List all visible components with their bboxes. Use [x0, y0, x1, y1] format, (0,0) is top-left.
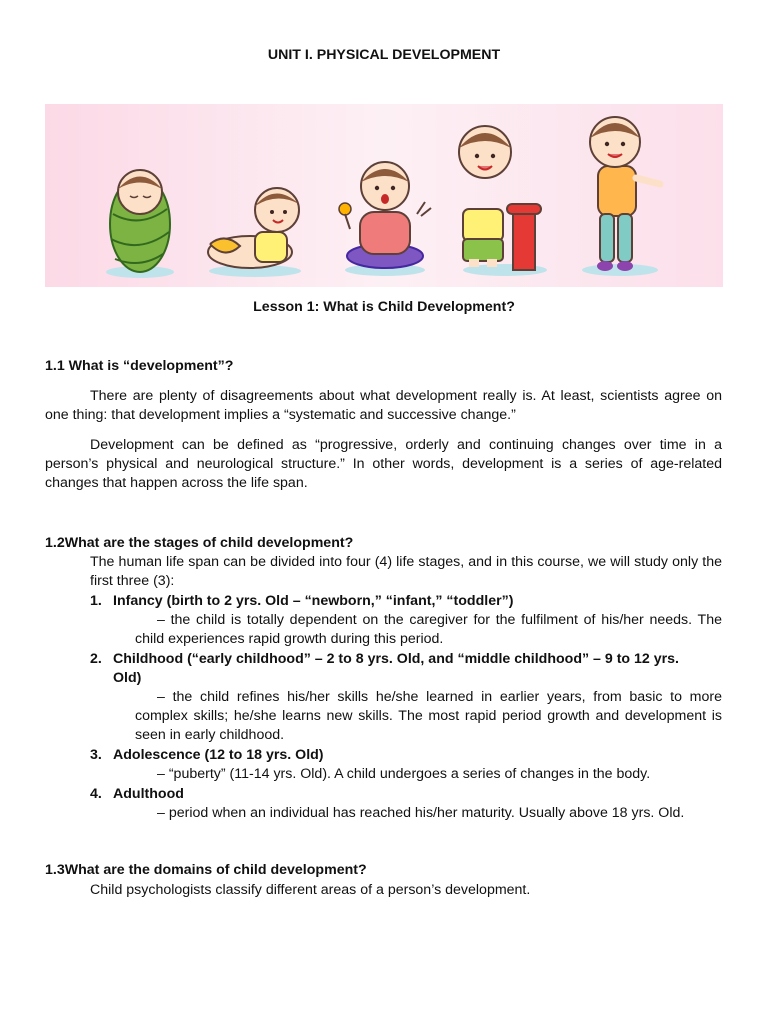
- stage-3-number: 3.: [90, 747, 102, 763]
- stage-2-number: 2.: [90, 651, 102, 667]
- stage-1-number: 1.: [90, 593, 102, 609]
- stage-1-title-text: Infancy (birth to 2 yrs. Old – “newborn,” “infant,” “toddler”): [113, 593, 514, 609]
- stage-4-title-text: Adulthood: [113, 786, 184, 802]
- section-2-heading: 1.2What are the stages of child development?: [45, 535, 354, 551]
- section-2-intro: The human life span can be divided into four (4) life stages, and in this course, we will study only the first three (3):: [90, 554, 722, 589]
- section-3-heading: 1.3What are the domains of child development?: [45, 862, 367, 878]
- stage-1-title: [90, 592, 722, 611]
- stage-4-number: 4.: [90, 786, 102, 802]
- stage-3-description: – “puberty” (11-14 yrs. Old). A child undergoes a series of changes in the body.: [157, 766, 651, 782]
- newborn-figure: [110, 170, 170, 272]
- stage-2-title-text: Childhood (“early childhood” – 2 to 8 yrs. Old, and “middle childhood” – 9 to 12 yrs.: [113, 651, 680, 667]
- stage-1-description: – the child is totally dependent on the caregiver for the fulfilment of his/her needs. The child experiences rapid growth during this period.: [135, 612, 722, 647]
- section-1-heading: 1.1 What is “development”?: [45, 358, 234, 374]
- stage-4-description: – period when an individual has reached his/her maturity. Usually above 18 yrs. Old.: [157, 805, 685, 821]
- stage-4-title: [90, 785, 722, 804]
- stage-3-title: [90, 746, 722, 765]
- stage-3-title-text: Adolescence (12 to 18 yrs. Old): [113, 747, 324, 763]
- stage-2-description: – the child refines his/her skills he/she learned in earlier years, from basic to more complex skills; he/she learns new skills. The most rapid period growth and development is seen in early childhood.: [135, 689, 722, 743]
- section-1-paragraph-2: Development can be defined as “progressive, orderly and continuing changes over time in a person’s physical and neurological structure.” In other words, development is a series of age-related changes that happen across the life span.: [45, 437, 722, 491]
- section-3-intro: Child psychologists classify different areas of a person’s development.: [90, 882, 531, 898]
- lesson-title: Lesson 1: What is Child Development?: [253, 299, 515, 315]
- section-1-paragraph-1: There are plenty of disagreements about what development really is. At least, scientists agree on one thing: that development implies a “systematic and successive change.”: [45, 388, 722, 423]
- stage-2-title-continued: Old): [113, 670, 142, 686]
- child-stages-illustration: [45, 104, 723, 287]
- unit-title: UNIT I. PHYSICAL DEVELOPMENT: [267, 47, 501, 63]
- stage-2-title: [90, 650, 722, 688]
